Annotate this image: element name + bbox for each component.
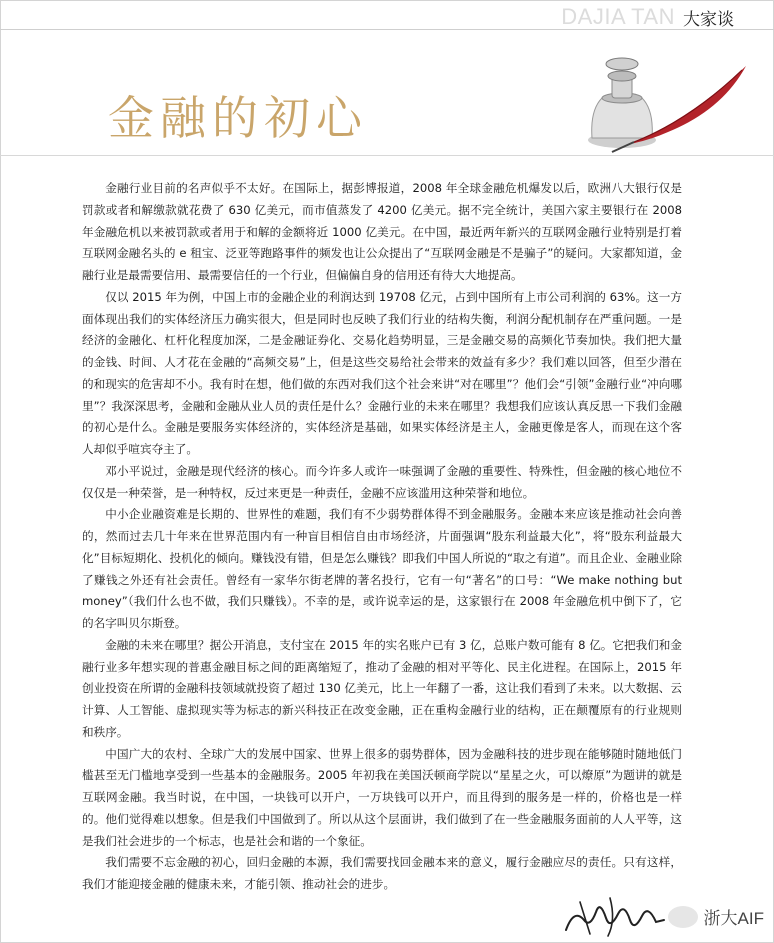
source-watermark xyxy=(668,904,764,929)
header-divider xyxy=(0,29,774,30)
source-label: 浙大AIF xyxy=(703,909,764,928)
article-paragraph: 中国广大的农村、全球广大的发展中国家、世界上很多的弱势群体，因为金融科技的进步现在能够随时随地低门槛甚至无门槛地享受到一些基本的金融服务。2005 年初我在美国沃顿商学院以“星星之火，可以燎原”为题讲的就是互联网金融。我当时说，在中国，一块钱可以开户，一万块钱可以开户，而且得到的服务是一样的，价格也是一样的。他们觉得难以想象。但是我们中国做到了。所以从这个层面讲，我们做到了在一些金融服务面前的人人平等，这是我们社会进步的一个标志，也是社会和谐的一个象征。 xyxy=(82,746,682,848)
section-tag xyxy=(561,4,734,30)
article-title: 金融的初心 xyxy=(108,91,368,145)
quill-and-inkwell-icon xyxy=(572,40,752,160)
wechat-bubble-icon xyxy=(668,906,698,928)
article-paragraph: 中小企业融资难是长期的、世界性的难题，我们有不少弱势群体得不到金融服务。金融本来应该是推动社会向善的，然而过去几十年来在世界范围内有一种盲目相信自由市场经济，片面强调“股东利益最大化”，将“股东利益最大化”目标短期化、投机化的倾向。赚钱没有错，但是怎么赚钱？即我们中国人所说的“取之有道”。而且企业、金融业除了赚钱之外还有社会责任。曾经有一家华尔街老牌的著名投行，它有一句“著名”的口号：“We make nothing but money”（我们什么也不做，我们只赚钱）。不幸的是，或许说幸运的是，这家银行在 2008 年金融危机中倒下了，它的名字叫贝尔斯登。 xyxy=(82,507,682,630)
article-paragraph: 仅以 2015 年为例，中国上市的金融企业的利润达到 19708 亿元，占到中国所有上市公司利润的 63%。这一方面体现出我们的实体经济压力确实很大，但是同时也反映了我们行业的结构失衡，利润分配机制存在严重问题。一是经济的金融化、杠杆化程度加深，二是金融证券化、交易化趋势明显，三是金融交易的高频化节奏加快。我们把大量的金钱、时间、人才花在金融的“高频交易”上，但是这些交易给社会带来的效益有多少？我们难以回答，但至少潜在的和现实的危害却不小。我有时在想，他们做的东西对我们这个社会来讲“对在哪里”？他们会“引领”金融行业“冲向哪里”？我深深思考，金融和金融从业人员的责任是什么？金融行业的未来在哪里？我想我们应该认真反思一下我们金融的初心是什么。金融是要服务实体经济的，实体经济是基础，如果实体经济是主人，金融更像是客人，而现在这个客人却似乎喧宾夺主了。 xyxy=(82,289,682,456)
title-divider xyxy=(0,155,774,156)
section-tag-en: DAJIA TAN xyxy=(561,4,675,29)
article-paragraph: 金融行业目前的名声似乎不太好。在国际上，据彭博报道，2008 年全球金融危机爆发以后，欧洲八大银行仅是罚款或者和解缴款就花费了 630 亿美元，而市值蒸发了 4200 亿美元。据不完全统计，美国六家主要银行在 2008 年金融危机以来被罚款或者用于和解的金额将近 1000 亿美元。在中国，最近两年新兴的互联网金融行业特别是打着互联网金融名头的 e 租宝、泛亚等跑路事件的频发也让公众提出了“互联网金融是不是骗子”的疑问。大家都知道，金融行业是最需要信用、最需要信任的一个行业，但偏偏自身的信用还有待大大地提高。 xyxy=(82,181,682,282)
article-paragraph: 金融的未来在哪里？据公开消息，支付宝在 2015 年的实名账户已有 3 亿，总账户数可能有 8 亿。它把我们和金融行业多年想实现的普惠金融目标之间的距离缩短了，推动了金融的相对平等化、民主化进程。在国际上，2015 年创业投资在所谓的金融科技领域就投资了超过 130 亿美元，比上一年翻了一番，这让我们看到了未来。以大数据、云计算、人工智能、虚拟现实等为标志的新兴科技正在改变金融，正在重构金融行业的结构，正在颠覆原有的行业规则和秩序。 xyxy=(82,637,682,739)
article-paragraph: 邓小平说过，金融是现代经济的核心。而今许多人或许一味强调了金融的重要性、特殊性，但金融的核心地位不仅仅是一种荣誉，是一种特权，反过来更是一种责任，金融不应该滥用这种荣誉和地位。 xyxy=(82,463,682,500)
article-body xyxy=(82,178,682,896)
article-paragraph: 我们需要不忘金融的初心，回归金融的本源，我们需要找回金融本来的意义，履行金融应尽的责任。只有这样，我们才能迎接金融的健康未来，才能引领、推动社会的进步。 xyxy=(82,855,682,891)
section-tag-cn: 大家谈 xyxy=(683,9,734,30)
